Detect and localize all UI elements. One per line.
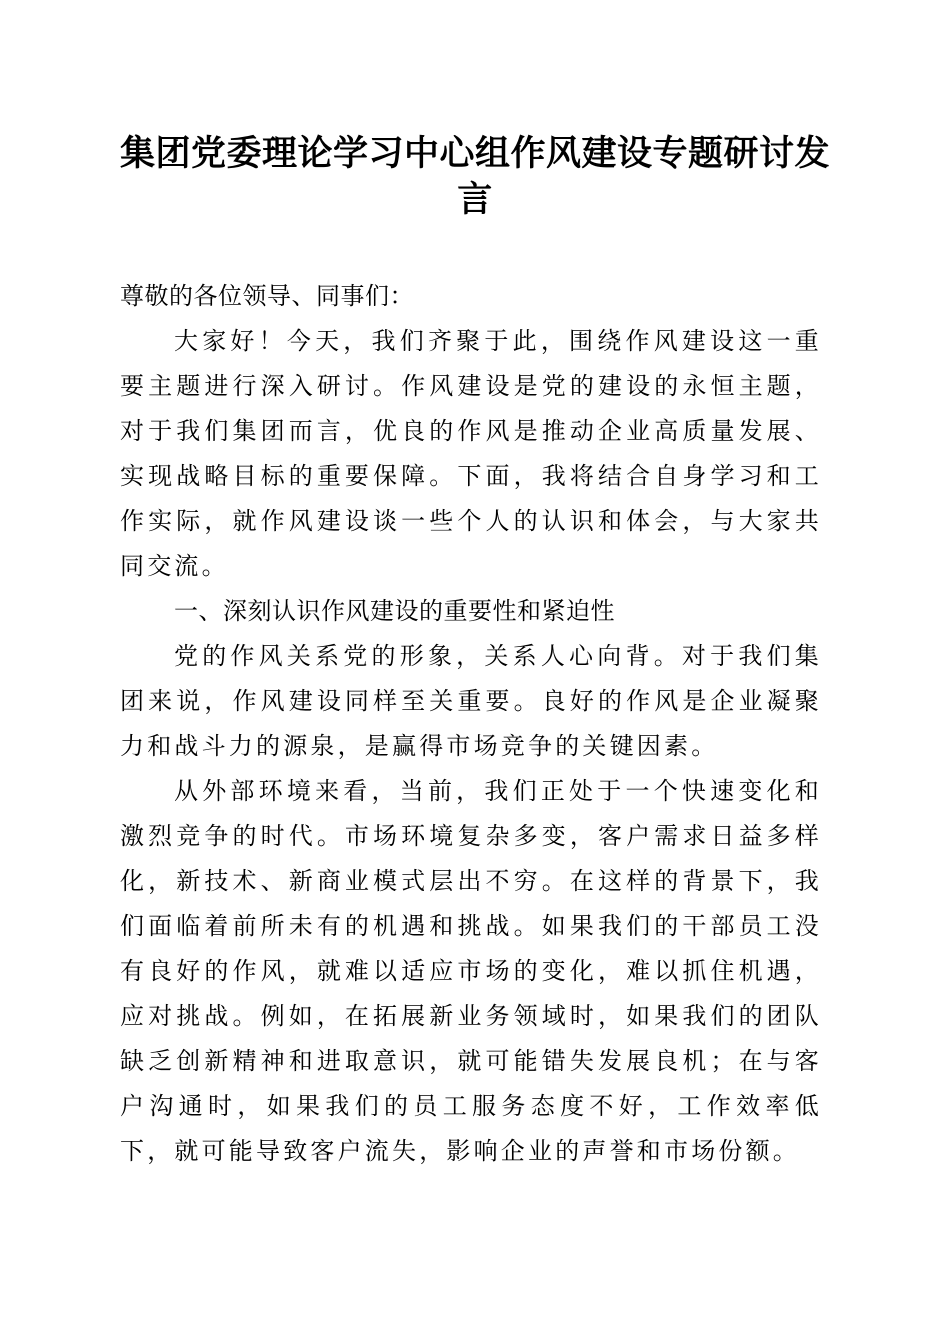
document-body [120,274,822,1174]
section-heading: 一、深刻认识作风建设的重要性和紧迫性 [174,597,615,625]
intro-paragraph: 大家好！今天，我们齐聚于此，围绕作风建设这一重要主题进行深入研讨。作风建设是党的建设的永恒主题，对于我们集团而言，优良的作风是推动企业高质量发展、实现战略目标的重要保障。下面，我将结合自身学习和工作实际，就作风建设谈一些个人的认识和体会，与大家共同交流。 [120,327,822,580]
document-title: 集团党委理论学习中心组作风建设专题研讨发言 [119,133,830,220]
section-paragraph: 从外部环境来看，当前，我们正处于一个快速变化和激烈竞争的时代。市场环境复杂多变，客户需求日益多样化，新技术、新商业模式层出不穷。在这样的背景下，我们面临着前所未有的机遇和挑战。如果我们的干部员工没有良好的作风，就难以适应市场的变化，难以抓住机遇，应对挑战。例如，在拓展新业务领域时，如果我们的团队缺乏创新精神和进取意识，就可能错失发展良机；在与客户沟通时，如果我们的员工服务态度不好，工作效率低下，就可能导致客户流失，影响企业的声誉和市场份额。 [120,777,822,1165]
section-paragraph: 党的作风关系党的形象，关系人心向背。对于我们集团来说，作风建设同样至关重要。良好的作风是企业凝聚力和战斗力的源泉，是赢得市场竞争的关键因素。 [120,642,822,760]
salutation: 尊敬的各位领导、同事们： [120,282,414,310]
